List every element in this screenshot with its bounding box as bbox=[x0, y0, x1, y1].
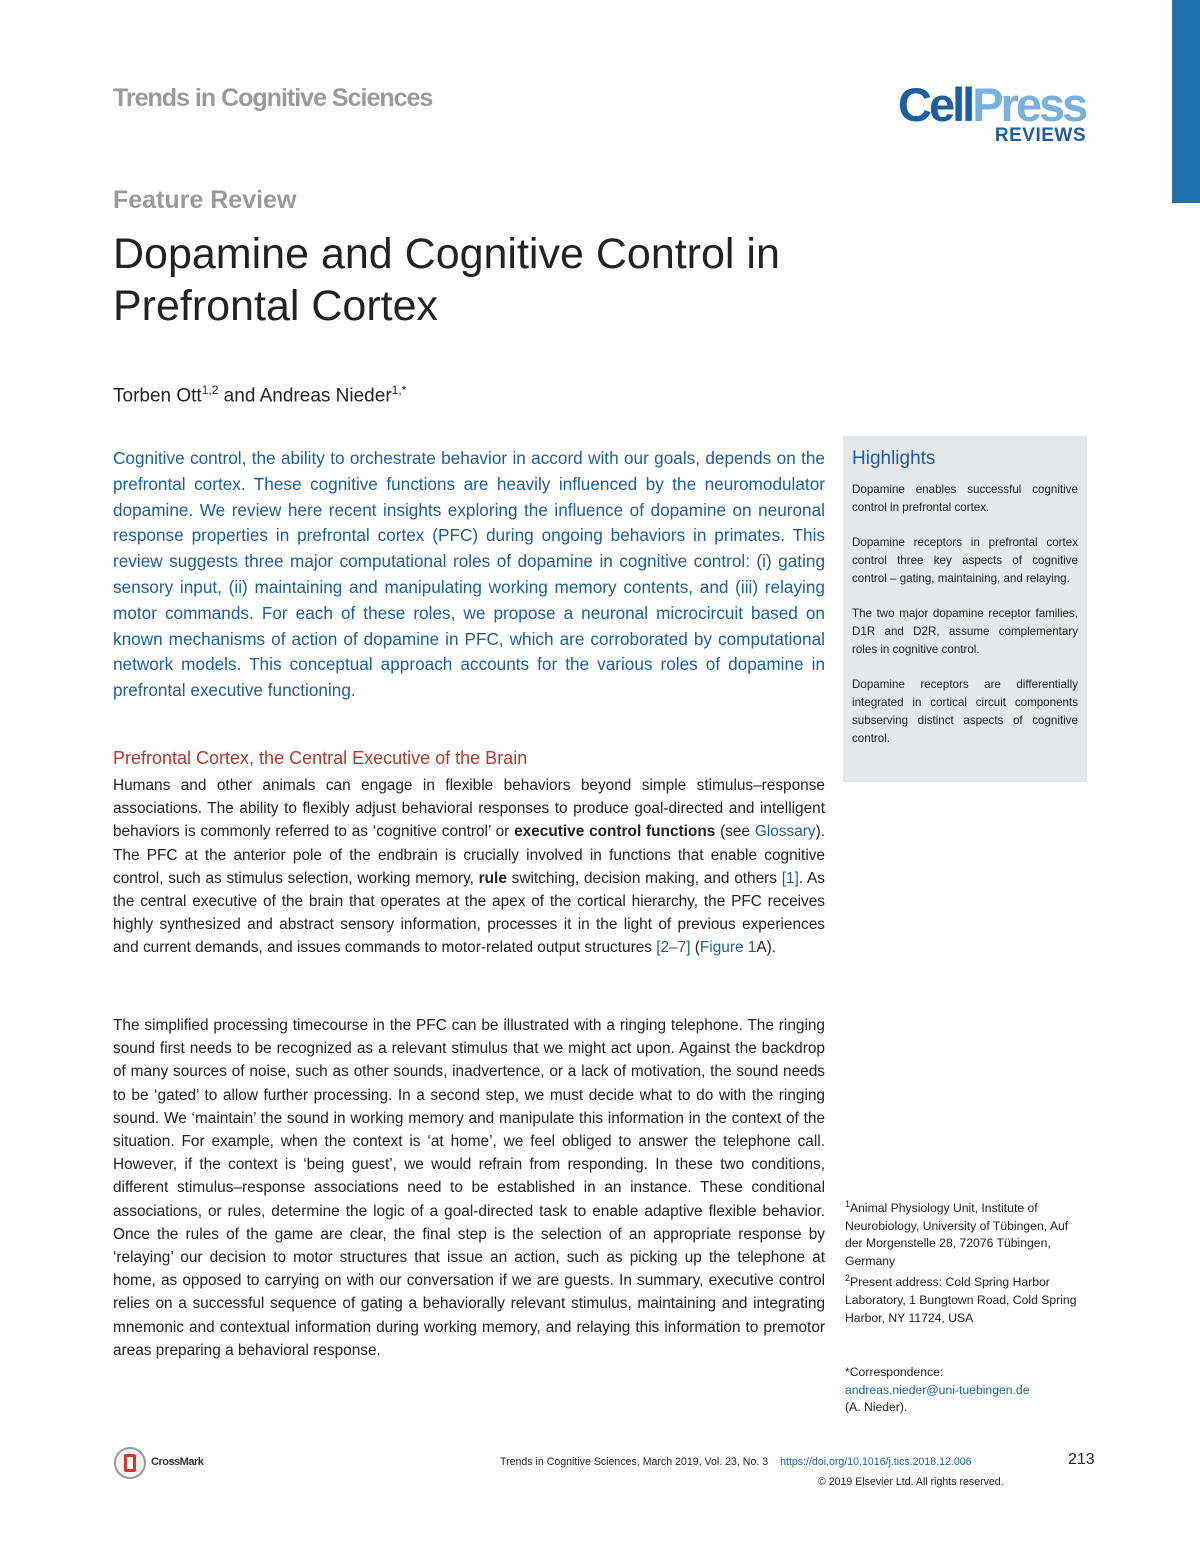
body-paragraph-1 bbox=[113, 774, 825, 960]
highlight-item: Dopamine receptors in prefrontal cortex control three key aspects of cognitive control – gating, maintaining, and relaying. bbox=[852, 536, 1078, 585]
figure-1-link[interactable]: Figure 1 bbox=[699, 939, 757, 957]
correspondence-name: (A. Nieder). bbox=[845, 1400, 908, 1415]
p1-text-f: ( bbox=[690, 939, 700, 957]
doi-link[interactable]: https://doi.org/10.1016/j.tics.2018.12.006 bbox=[780, 1456, 972, 1468]
affiliation-1-text: Animal Physiology Unit, Institute of Neurobiology, University of Tübingen, Auf der Morgenstelle 28, 72076 Tübingen, Germany bbox=[845, 1201, 1069, 1268]
highlights-title: Highlights bbox=[852, 448, 936, 469]
glossary-term-executive-control: executive control functions bbox=[514, 823, 716, 841]
cellpress-logo bbox=[898, 78, 1090, 148]
crossmark-icon bbox=[113, 1446, 147, 1480]
crossmark-label: CrossMark bbox=[151, 1456, 204, 1468]
affiliation-1 bbox=[845, 1196, 1085, 1270]
body-paragraph-2: The simplified processing timecourse in the PFC can be illustrated with a ringing telephone. The ringing sound first needs to be recognized as a relevant stimulus that we might act upon. Against the backdrop of many sources of noise, such as other sounds, inadvertence, or a lack of motivation, the sound needs to be ‘gated’ to allow further processing. In a second step, we must decide what to do with the ringing sound. We ‘maintain’ the sound in working memory and manipulate this information in the context of the situation. For example, when the context is ‘at home’, we feel obliged to answer the telephone call. However, if the context is ‘being guest’, we would refrain from responding. In these two conditions, different stimulus–response associations need to be established in an instance. These conditional associations, or rules, determine the logic of a goal-directed task to enable adaptive flexible behavior. Once the rules of the game are clear, the final step is the selection of an appropriate response by ‘relaying’ our decision to motor structures that issue an action, such as picking up the telephone at home, as opposed to carrying on with our conversation if we are guests. In summary, executive control relies on a successful sequence of gating a behaviorally relevant stimulus, maintaining and integrating mnemonic and contextual information during working memory, and relaying this information to premotor areas preparing a behavioral response. bbox=[113, 1017, 825, 1359]
affiliations bbox=[845, 1196, 1085, 1327]
p1-text-e: . As the central executive of the brain that operates at the apex of the cortical hierarchy, the PFC receives highly synthesized and abstract sensory information, processes it in the light of previous experiences and current demands, and issues commands to motor-related output structures bbox=[113, 869, 825, 957]
logo-reviews-text: REVIEWS bbox=[994, 125, 1086, 146]
abstract: Cognitive control, the ability to orchestrate behavior in accord with our goals, depends on the prefrontal cortex. These cognitive functions are heavily influenced by the neuromodulator dopamine. We review here recent insights exploring the influence of dopamine on neuronal response properties in prefrontal cortex (PFC) during ongoing behaviors in primates. This review suggests three major computational roles of dopamine in cognitive control: (i) gating sensory input, (ii) maintaining and manipulating working memory contents, and (iii) relaying motor commands. For each of these roles, we propose a neuronal microcircuit based on known mechanisms of action of dopamine in PFC, which are corroborated by computational network models. This conceptual approach accounts for the various roles of dopamine in prefrontal executive functioning. bbox=[113, 448, 825, 701]
correspondence-label: *Correspondence: bbox=[845, 1365, 944, 1379]
footer-citation-line bbox=[500, 1456, 972, 1468]
affiliation-2-text: Present address: Cold Spring Harbor Laboratory, 1 Bungtown Road, Cold Spring Harbor, NY 11724, USA bbox=[845, 1275, 1077, 1325]
author-nieder: Andreas Nieder bbox=[259, 385, 392, 407]
highlight-item: Dopamine enables successful cognitive control in prefrontal cortex. bbox=[852, 483, 1078, 514]
highlights-box bbox=[843, 436, 1087, 782]
article-type: Feature Review bbox=[113, 186, 297, 214]
affiliation-2-marker: 2 bbox=[845, 1273, 851, 1284]
correspondence-email-link[interactable]: andreas.nieder@uni-tuebingen.de bbox=[845, 1382, 1030, 1397]
author-and: and bbox=[218, 385, 260, 407]
reference-link-2-7[interactable]: [2–7] bbox=[656, 939, 691, 957]
p1-text-c: ). The PFC at the anterior pole of the endbrain is crucially involved in functions that enable cognitive control, such as stimulus selection, working memory, bbox=[113, 823, 825, 887]
logo-press-text: Press bbox=[972, 78, 1086, 131]
crossmark-badge[interactable] bbox=[113, 1446, 233, 1480]
author-ott: Torben Ott bbox=[113, 385, 202, 407]
p1-text-b: (see bbox=[715, 823, 755, 841]
glossary-link[interactable]: Glossary bbox=[754, 823, 816, 841]
logo-cell-text: Cell bbox=[898, 78, 973, 131]
section-heading: Prefrontal Cortex, the Central Executive of the Brain bbox=[113, 748, 528, 768]
author-line bbox=[113, 383, 406, 407]
highlight-item: Dopamine receptors are differentially integrated in cortical circuit components subserving distinct aspects of cognitive control. bbox=[852, 678, 1078, 745]
copyright: © 2019 Elsevier Ltd. All rights reserved. bbox=[818, 1476, 1004, 1488]
page-number: 213 bbox=[1068, 1451, 1095, 1468]
edge-tab bbox=[1172, 0, 1200, 203]
author-ott-affil: 1,2 bbox=[201, 383, 219, 397]
correspondence bbox=[845, 1364, 1085, 1417]
highlight-item: The two major dopamine receptor families, D1R and D2R, assume complementary roles in cognitive control. bbox=[852, 607, 1078, 656]
glossary-term-rule: rule bbox=[478, 869, 507, 887]
p1-text-a: Humans and other animals can engage in flexible behaviors beyond simple stimulus–response associations. The ability to flexibly adjust behavioral responses to produce goal-directed and intelligent behaviors is commonly referred to as ‘cognitive control’ or bbox=[113, 777, 825, 841]
affiliation-1-marker: 1 bbox=[845, 1199, 851, 1209]
p1-text-g: A). bbox=[756, 939, 777, 957]
affiliation-2 bbox=[845, 1270, 1085, 1327]
article-title: Dopamine and Cognitive Control in Prefrontal Cortex bbox=[113, 230, 780, 330]
footer-citation: Trends in Cognitive Sciences, March 2019, Vol. 23, No. 3 bbox=[500, 1456, 769, 1468]
journal-name: Trends in Cognitive Sciences bbox=[113, 84, 433, 112]
author-nieder-affil: 1,* bbox=[391, 383, 407, 397]
p1-text-d: switching, decision making, and others bbox=[506, 869, 782, 887]
reference-link-1[interactable]: [1] bbox=[781, 869, 799, 887]
